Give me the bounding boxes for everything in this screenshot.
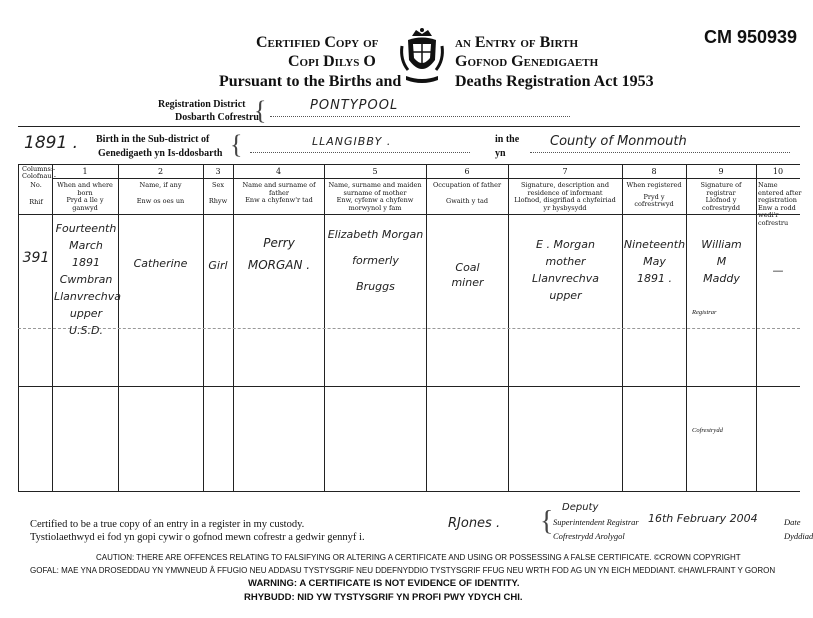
entry-no: 391 [22,250,50,266]
col-7-en: Signature, description and residence of informant [520,181,610,197]
col-3-cy: Rhyw [208,196,228,205]
informant-line: E . Morgan [536,238,595,251]
col-6-header [428,182,506,205]
when-where-line: U.S.D. [69,324,103,337]
col-8-cy: Pryd y cofrestrwyd [634,192,674,208]
act-right: Deaths Registration Act 1953 [455,73,654,90]
col-9-en: Signature of registrar [700,181,742,197]
year-value: 1891 . [24,133,79,153]
col-10-cy: Enw a rodd wedi'r cofrestru [758,203,796,227]
registrar-line: William [701,238,742,251]
mother-line: formerly [352,254,399,267]
col-10-en: Name entered after registration [758,181,802,204]
col-no-header [22,182,50,206]
dosbarth-cofrestru-label: Dosbarth Cofrestru [175,112,259,123]
registrar-label: Registrar [692,309,717,316]
registered-line: 1891 . [637,272,672,285]
col-5-cy: Enw, cyfenw a chyfenw morwynol y fam [336,196,414,212]
when-where-line: March [69,239,103,252]
col-no-cy: Rhif [29,197,43,206]
col-8-header [624,182,684,209]
mother-line: Bruggs [356,280,395,293]
col-1-number: 1 [82,167,88,176]
col-5-header [327,182,423,212]
rule-entry-dotted [18,328,800,329]
col-7-cy: Llofnod, disgrifiad a chyfeiriad yr hysbysydd [514,196,616,212]
col-10-number: 10 [772,167,784,176]
entry-when-where [54,220,121,339]
subdistrict-bracket: { [230,130,243,159]
col-4-header [236,182,322,205]
col-2-header [118,182,203,205]
entry-name: Catherine [133,257,188,270]
entry-occupation [427,260,508,290]
cofrestrydd-label: Cofrestrydd [692,427,723,434]
district-value: PONTYPOOL [310,98,399,113]
registered-line: May [643,255,666,268]
col-2-cy: Enw os oes un [136,196,185,205]
entry-registrar [687,236,756,287]
registered-line: Nineteenth [623,238,686,251]
col-5-en: Name, surname and maiden surname of mother [328,181,422,197]
columns-label [22,166,56,180]
deputy-handwritten: Deputy [562,502,599,513]
subdistrict-dotted-line [250,152,470,153]
registration-district-label: Registration District [158,99,246,110]
col-2-en: Name, if any [139,181,182,189]
entry-father [234,232,324,276]
superintendent-cy: Cofrestrydd Arolygol [553,531,625,541]
col-1-cy: Pryd a lle y ganwyd [66,196,104,212]
col-4-cy: Enw a chyfenw'r tad [245,196,313,204]
date-value: 16th February 2004 [648,512,758,525]
title-en-1: Certified Copy of [256,34,379,51]
mother-line: Elizabeth Morgan [327,228,424,241]
col-8-en: When registered [626,181,682,189]
when-where-line: Llanvrechva [54,290,121,303]
district-bracket: { [254,96,267,125]
informant-line: mother [545,255,586,268]
occupation-line: miner [451,276,484,289]
certificate-number: CM 950939 [704,27,798,47]
registrar-line: M [716,255,727,268]
act-left: Pursuant to the Births and [219,73,402,90]
signature-bracket: { [540,506,554,537]
subdistrict-label: Birth in the Sub-district of [96,134,210,145]
col-9-header [688,182,754,212]
informant-line: Llanvrechva [532,272,599,285]
col-1-en: When and where born [57,181,113,197]
col-3-header [203,182,233,205]
caution-cy: GOFAL: MAE YNA DROSEDDAU YN YMWNEUD Â FFUGIO NEU ADDASU TYSTYSGRIF NEU DDEFNYDDIO TYSTYSGRIF FFUG NEU WRTH FOD AG UN YN EICH MEDDIANT. ©HAWLFRAINT Y GORON [30,566,776,575]
warning-en: WARNING: A CERTIFICATE IS NOT EVIDENCE OF IDENTITY. [248,578,520,589]
father-surname: MORGAN . [247,258,311,272]
col-9-cy: Llofnod y cofrestrydd [702,196,740,212]
title-cy-1: Copi Dilys O [288,53,376,70]
col-8-number: 8 [651,167,657,176]
signature: RJones . [448,516,501,531]
occupation-line: Coal [455,261,480,274]
when-where-line: Cwmbran [59,273,113,286]
columns-label-en: Columns:- [22,165,56,173]
subdistrict-value: LLANGIBBY . [312,135,392,148]
col-6-en: Occupation of father [432,181,502,189]
col-9-number: 9 [718,167,724,176]
columns-label-cy: Colofnau:- [22,172,56,180]
district-dotted-line [270,116,570,117]
col-no-en: No. [30,181,42,189]
superintendent-en: Superintendent Registrar [553,517,639,527]
county-value: County of Monmouth [550,134,687,149]
when-where-line: 1891 [72,256,100,269]
certified-line-en: Certified to be a true copy of an entry in a register in my custody. [30,519,305,530]
subdistrict-label-cy: Genedigaeth yn Is-ddosbarth [98,148,223,159]
rule-header-bottom [18,214,800,215]
col-7-header [511,182,619,212]
col-6-number: 6 [464,167,470,176]
col-3-en: Sex [212,181,224,189]
registrar-line: Maddy [703,272,740,285]
entry-name-after: — [772,264,784,277]
rule-entry-bottom [18,386,800,387]
col-6-cy: Gwaith y tad [446,196,488,205]
title-cy-2: Gofnod Genedigaeth [455,53,599,70]
entry-sex: Girl [208,259,228,272]
col-4-en: Name and surname of father [242,181,316,197]
title-en-2: an Entry of Birth [455,34,579,51]
caution-en: CAUTION: THERE ARE OFFENCES RELATING TO FALSIFYING OR ALTERING A CERTIFICATE AND USING OR POSSESSING A FALSE CERTIFICATE. ©CROWN COPYRIGHT [96,553,741,562]
informant-line: upper [549,289,582,302]
county-dotted-line [530,152,790,153]
rule-top [18,126,800,127]
entry-registered [623,236,686,287]
col-5-number: 5 [372,167,378,176]
col-3-number: 3 [215,167,221,176]
col-7-number: 7 [562,167,568,176]
entry-informant [509,236,622,304]
certified-line-cy: Tystiolaethwyd ei fod yn gopi cywir o gofnod mewn cofrestr a gedwir gennyf i. [30,532,365,543]
col-1-header [55,182,115,212]
when-where-line: Fourteenth [55,222,117,235]
father-forename: Perry [263,236,295,250]
royal-crest-icon [398,26,446,86]
col-10-header [758,182,802,227]
date-label-en: Date [784,517,801,527]
date-label-cy: Dyddiad [784,531,813,541]
entry-mother [325,222,426,300]
col-2-number: 2 [157,167,164,176]
yn-label: yn [495,148,506,159]
warning-cy: RHYBUDD: NID YW TYSTYSGRIF YN PROFI PWY YDYCH CHI. [244,592,523,603]
in-the-label: in the [495,134,520,145]
rule-table-bottom [18,491,800,492]
col-4-number: 4 [275,167,282,176]
when-where-line: upper [69,307,103,320]
rule-columns-top [18,164,800,165]
